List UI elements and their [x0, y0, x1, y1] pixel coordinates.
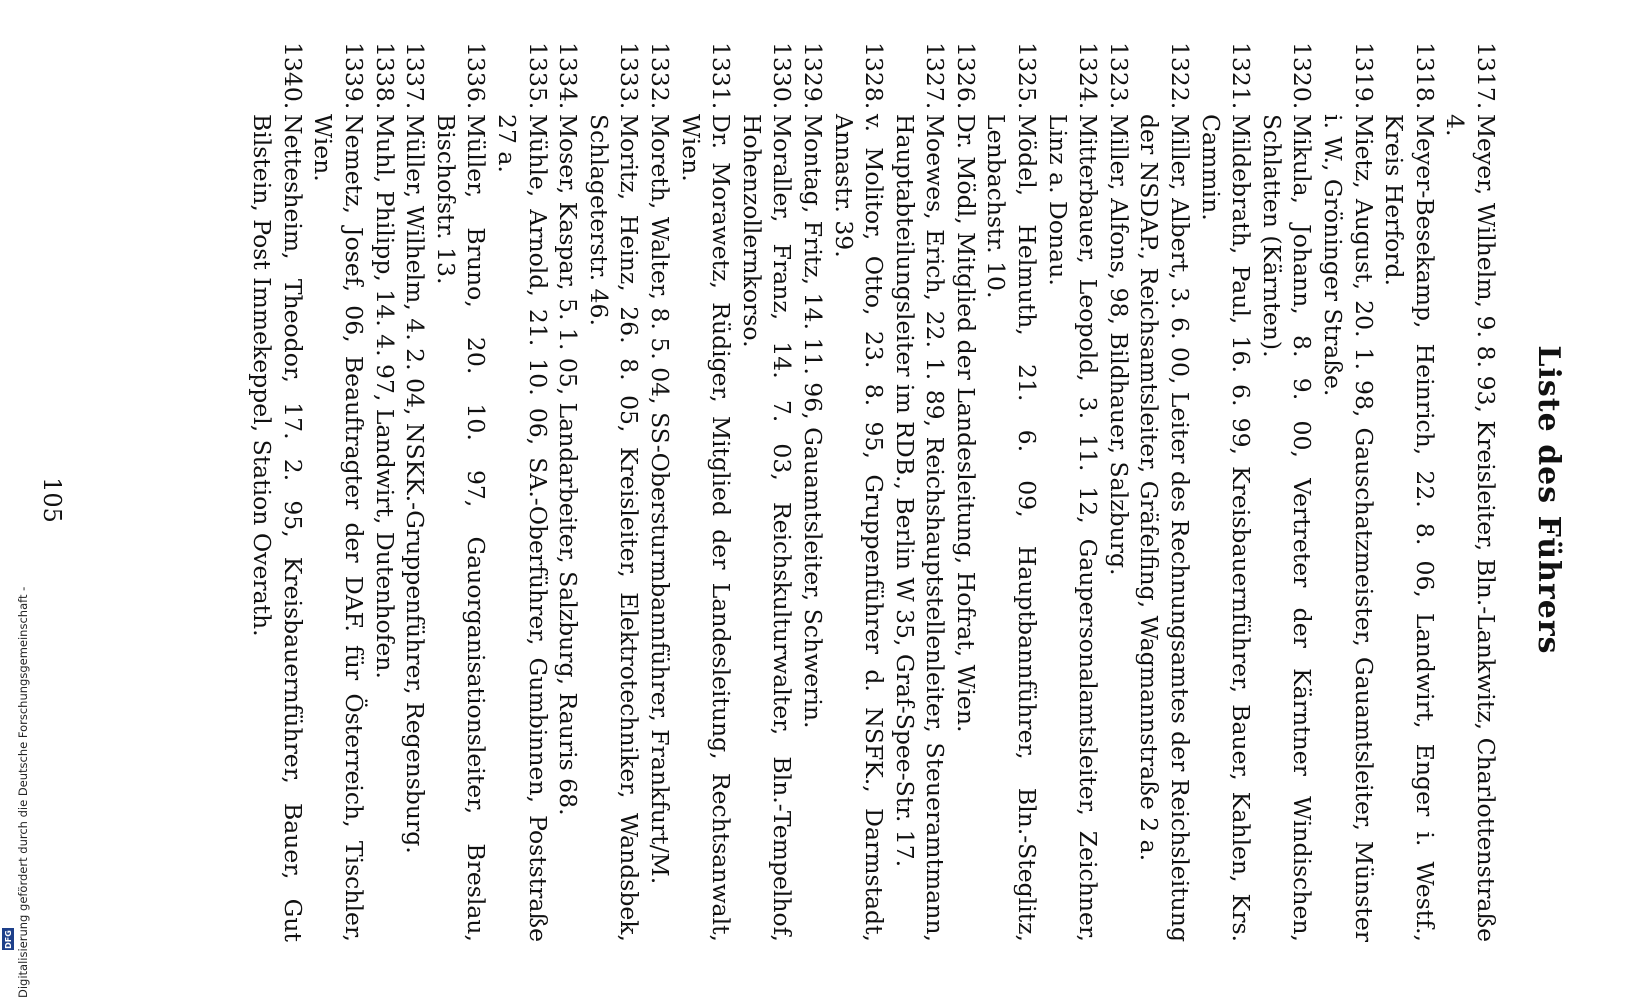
list-item: [400, 42, 431, 942]
entry-number: 1333.: [615, 42, 644, 110]
list-item: [1195, 42, 1256, 942]
entry-text: Mitterbauer, Leopold, 3. 11. 12, Gaupersonalamtsleiter, Zeichner, Linz a. Donau.: [1043, 114, 1103, 942]
list-item: [553, 42, 584, 942]
list-item: [1134, 42, 1195, 942]
entry-number: 1318.: [1410, 42, 1439, 110]
list-item: [736, 42, 797, 942]
entry-number: 1317.: [1472, 42, 1500, 110]
list-item: [430, 42, 491, 942]
page-header-title: Liste des Führers: [1531, 345, 1566, 655]
entry-number: 1321.: [1227, 42, 1256, 110]
entry-text: Moewes, Erich, 22. 1. 89, Reichshauptstellenleiter, Steueramtmann, Hauptabteilungsleiter im RDB., Berlin W 35, Graf-Spee-Str. 17.: [890, 114, 950, 942]
entry-number: 1340.: [278, 42, 307, 110]
entry-number: 1325.: [1013, 42, 1042, 110]
entry-text: Mildebrath, Paul, 16. 6. 99, Kreisbauernführer, Bauer, Kahlen, Krs. Cammin.: [1196, 114, 1256, 942]
entry-text: Nemetz, Josef, 06, Beauftragter der DAF. für Österreich, Tischler, Wien.: [309, 114, 369, 942]
entry-number: 1336.: [462, 42, 491, 110]
entry-number: 1330.: [768, 42, 797, 110]
entry-number: 1324.: [1074, 42, 1103, 110]
entry-text: Mikula, Johann, 8. 9. 00, Vertreter der Kärntner Windischen, Schlatten (Kärnten).: [1257, 114, 1317, 942]
entry-number: 1320.: [1288, 42, 1317, 110]
list-item: [1379, 42, 1440, 942]
page-number: 105: [38, 477, 66, 523]
entry-text: Muhl, Philipp, 14. 4. 97, Landwirt, Dutenhofen.: [370, 114, 399, 679]
list-item: [675, 42, 736, 942]
entry-text: Müller, Wilhelm, 4. 2. 04, NSKK.-Gruppenführer, Regensburg.: [401, 114, 430, 854]
entry-number: 1326.: [951, 42, 980, 110]
entry-text: Moser, Kaspar, 5. 1. 05, Landarbeiter, Salzburg, Rauris 68.: [554, 114, 583, 816]
entry-number: 1323.: [1104, 42, 1133, 110]
list-item: [889, 42, 950, 942]
entry-text: Dr. Morawetz, Rüdiger, Mitglied der Landesleitung, Rechtsanwalt, Wien.: [676, 114, 736, 942]
list-item: [583, 42, 644, 942]
entry-number: 1334.: [554, 42, 583, 110]
entry-list: [247, 42, 1501, 942]
entry-number: 1327.: [921, 42, 950, 110]
list-item: [1317, 42, 1378, 942]
entry-number: 1328.: [860, 42, 889, 110]
entry-text: Montag, Fritz, 14. 11. 96, Gauamtsleiter, Schwerin.: [798, 114, 827, 729]
entry-text: Meyer, Wilhelm, 9. 8. 93, Kreisleiter, Bln.-Lankwitz, Charlottenstraße 4.: [1441, 114, 1500, 942]
entry-text: Meyer-Besekamp, Heinrich, 22. 8. 06, Landwirt, Enger i. Westf., Kreis Herford.: [1380, 114, 1439, 942]
list-item: [828, 42, 889, 942]
entry-text: v. Molitor, Otto, 23. 8. 95, Gruppenführer d. NSFK., Darmstadt, Annastr. 39.: [829, 114, 889, 942]
list-item: [1440, 42, 1501, 942]
list-item: [491, 42, 552, 942]
entry-text: Mietz, August, 20. 1. 98, Gauschatzmeister, Gauamtsleiter, Münster i. W., Gröninger Straße.: [1319, 114, 1378, 942]
dfg-logo-text: DFG: [3, 929, 13, 949]
entry-text: Miller, Albert, 3. 6. 00, Leiter des Rechnungsamtes der Reichsleitung der NSDAP., Reichsamtsleiter, Gräfelfing, Wagmannstraße 2 a.: [1135, 114, 1195, 942]
entry-number: 1319.: [1349, 42, 1378, 110]
dfg-logo: [2, 928, 14, 950]
digitization-credit: Digitalisierung gefördert durch die Deutsche Forschungsgemeinschaft -: [16, 586, 30, 998]
list-item: [981, 42, 1042, 942]
entry-number: 1339.: [340, 42, 369, 110]
entry-number: 1329.: [798, 42, 827, 110]
page-header: [1531, 0, 1566, 1000]
digitization-footer: [0, 0, 30, 1000]
entry-text: Mühle, Arnold, 21. 10. 06, SA.-Oberführer, Gumbinnen, Poststraße 27 a.: [493, 114, 552, 942]
entry-text: Moraller, Franz, 14. 7. 03, Reichskulturwalter, Bln.-Tempelhof, Hohenzollernkorso.: [737, 114, 797, 942]
list-item: [247, 42, 308, 942]
entry-text: Müller, Bruno, 20. 10. 97, Gauorganisationsleiter, Breslau, Bischofstr. 13.: [431, 114, 491, 942]
list-item: [369, 42, 400, 942]
list-item: [950, 42, 981, 942]
list-item: [797, 42, 828, 942]
list-item: [1103, 42, 1134, 942]
entry-number: 1332.: [645, 42, 674, 110]
entry-text: Mödel, Helmuth, 21. 6. 09, Hauptbannführer, Bln.-Steglitz, Lenbachstr. 10.: [982, 114, 1042, 942]
entry-text: Nettesheim, Theodor, 17. 2. 95, Kreisbauernführer, Bauer, Gut Bilstein, Post Immekeppel, Station Overath.: [248, 114, 307, 942]
list-item: [644, 42, 675, 942]
entry-number: 1338.: [370, 42, 399, 110]
list-item: [1256, 42, 1317, 942]
entry-text: Moritz, Heinz, 26. 8. 05, Kreisleiter, Elektrotechniker, Wandsbek, Schlageterstr. 46.: [584, 114, 644, 942]
list-item: [1042, 42, 1103, 942]
entry-text: Moreth, Walter, 8. 5. 04, SS-Obersturmbannführer, Frankfurt/M.: [645, 114, 674, 885]
entry-number: 1331.: [707, 42, 736, 110]
entry-text: Miller, Alfons, 98, Bildhauer, Salzburg.: [1104, 114, 1133, 576]
entry-text: Dr. Mödl, Mitglied der Landesleitung, Hofrat, Wien.: [951, 114, 980, 733]
entry-number: 1335.: [523, 42, 552, 110]
entry-number: 1337.: [401, 42, 430, 110]
list-item: [308, 42, 369, 942]
entry-number: 1322.: [1166, 42, 1195, 110]
